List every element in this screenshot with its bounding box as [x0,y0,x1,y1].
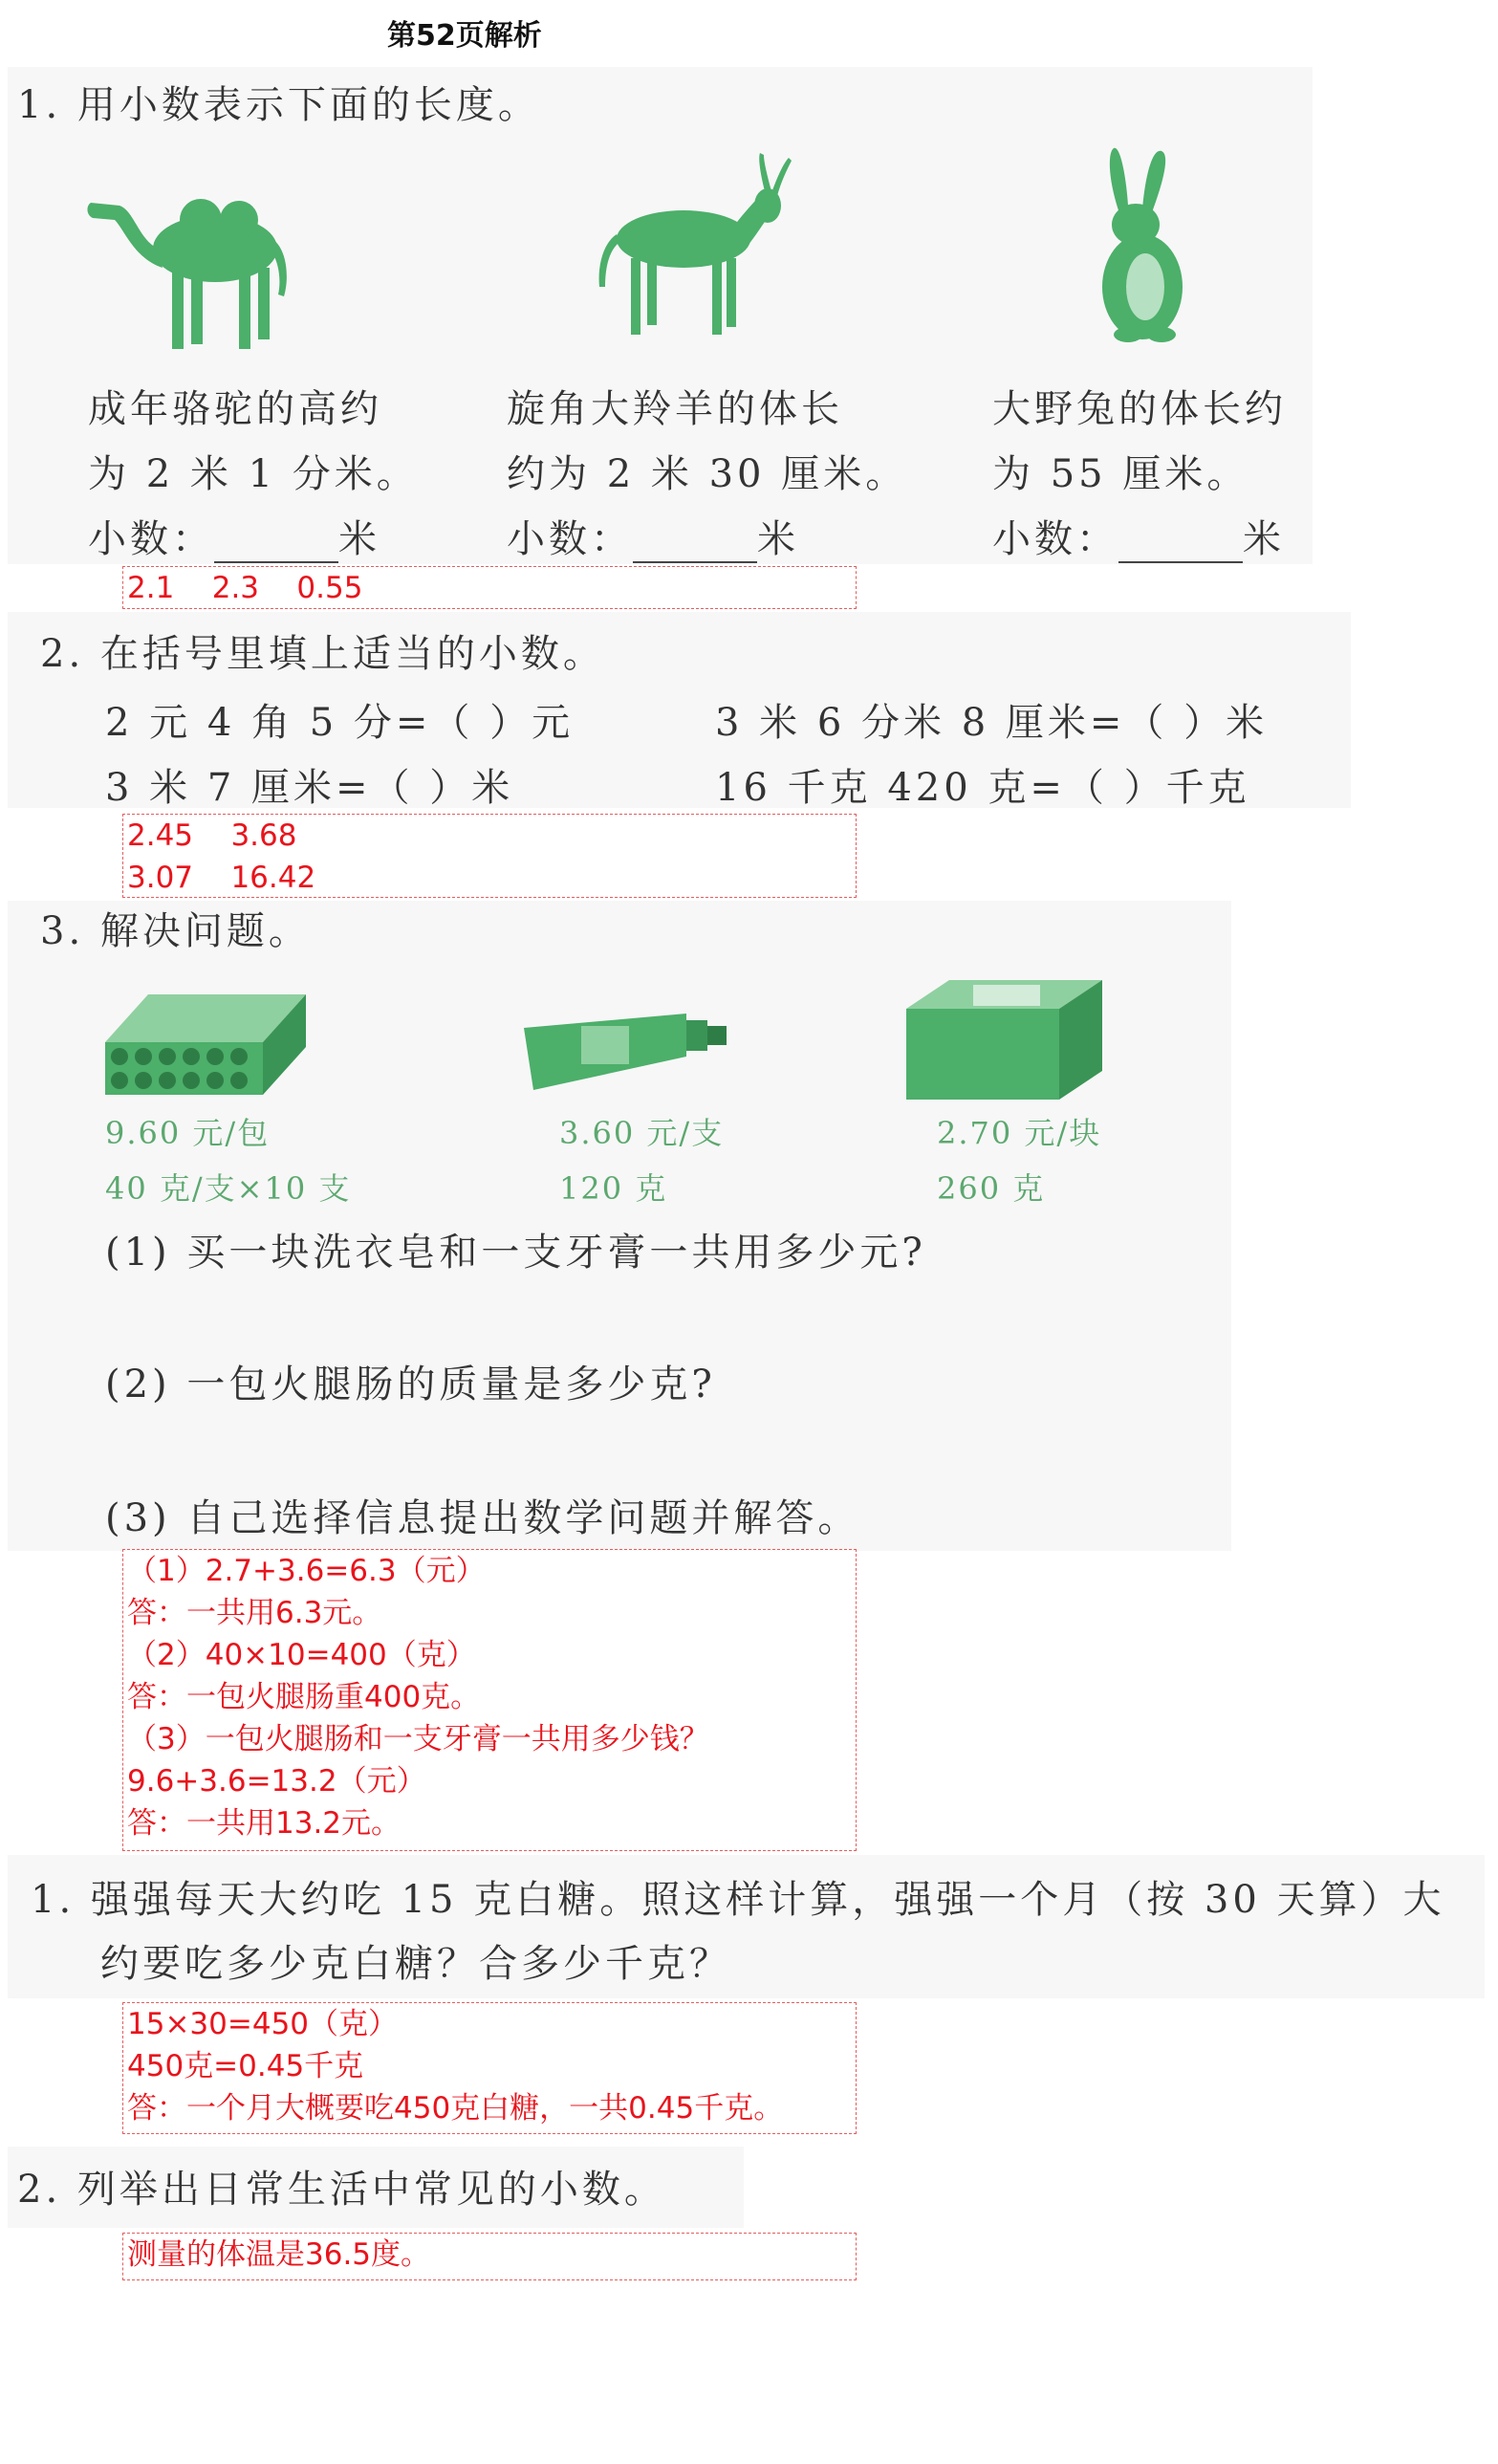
product-weight: 40 克/支×10 支 [105,1170,352,1207]
unit-label: 米 [757,517,799,561]
decimal-label: 小数： [992,517,1118,561]
answer-line: （1）2.7+3.6=6.3（元） [127,1554,486,1588]
decimal-label: 小数： [88,517,214,561]
antelope-icon [588,153,798,344]
rabbit-text-line1: 大野兔的体长约 [992,387,1287,431]
product-price: 3.60 元/支 [559,1115,725,1151]
answer-line: 2.45 3.68 [127,818,297,853]
unit-label: 米 [338,517,380,561]
antelope-decimal-row [507,509,799,563]
product-weight: 120 克 [559,1170,668,1207]
unit-label: 米 [1243,517,1285,561]
answer-line: （3）一包火腿肠和一支牙膏一共用多少钱？ [127,1722,709,1756]
soap-icon [906,980,1107,1100]
sub-question-2: (2) 一包火腿肠的质量是多少克? [105,1363,716,1406]
antelope-text-line2: 约为 2 米 30 厘米。 [507,452,908,496]
product-weight: 260 克 [937,1170,1046,1207]
rabbit-icon [1090,143,1195,344]
fill-item-4: 16 千克 420 克=（ ）千克 [715,766,1250,810]
sausage-pack-icon [105,990,311,1095]
section-1-question: 1. 用小数表示下面的长度。 [17,83,540,127]
answer-line: 15×30=450（克） [127,2007,399,2041]
product-price: 2.70 元/块 [937,1115,1102,1151]
answer-line: 2.1 2.3 0.55 [127,571,363,605]
toothpaste-icon [524,1009,734,1095]
answer-line: 9.6+3.6=13.2（元） [127,1764,426,1799]
answer-box-5 [122,2233,857,2280]
section-2-question: 2. 在括号里填上适当的小数。 [40,632,605,676]
sub-question-3: (3) 自己选择信息提出数学问题并解答。 [105,1496,860,1540]
answer-box-3 [122,1549,857,1851]
fill-item-3: 3 米 7 厘米=（ ）米 [105,766,514,810]
answer-line: 答：一个月大概要吃450克白糖，一共0.45千克。 [127,2091,784,2126]
product-price: 9.60 元/包 [105,1115,271,1151]
fill-item-1: 2 元 4 角 5 分=（ ）元 [105,701,575,745]
answer-box-2 [122,814,857,898]
answer-line: 答：一包火腿肠重400克。 [127,1680,481,1714]
camel-icon [81,172,301,354]
camel-text-line2: 为 2 米 1 分米。 [88,452,419,496]
answer-box-4 [122,2002,857,2134]
answer-line: 450克=0.45千克 [127,2049,364,2083]
answer-blank[interactable] [633,529,757,563]
section-4-question-line1: 1. 强强每天大约吃 15 克白糖。照这样计算，强强一个月（按 30 天算）大 [31,1878,1445,1922]
page-title: 第52页解析 [387,19,542,53]
answer-line: （2）40×10=400（克） [127,1638,476,1672]
section-3-question: 3. 解决问题。 [40,909,311,953]
fill-item-2: 3 米 6 分米 8 厘米=（ ）米 [715,701,1269,745]
answer-box-1 [122,566,857,609]
rabbit-decimal-row [992,509,1285,563]
antelope-text-line1: 旋角大羚羊的体长 [507,387,843,431]
answer-line: 测量的体温是36.5度。 [127,2237,431,2272]
answer-blank[interactable] [1118,529,1243,563]
answer-line: 3.07 16.42 [127,861,316,895]
answer-line: 答：一共用6.3元。 [127,1596,382,1630]
section-5-question: 2. 列举出日常生活中常见的小数。 [17,2168,666,2212]
rabbit-text-line2: 为 55 厘米。 [992,452,1249,496]
camel-decimal-row [88,509,380,563]
sub-question-1: (1) 买一块洗衣皂和一支牙膏一共用多少元? [105,1231,926,1275]
answer-line: 答：一共用13.2元。 [127,1806,402,1841]
answer-blank[interactable] [214,529,338,563]
camel-text-line1: 成年骆驼的高约 [88,387,382,431]
section-4-question-line2: 约要吃多少克白糖？合多少千克？ [100,1942,731,1986]
decimal-label: 小数： [507,517,633,561]
